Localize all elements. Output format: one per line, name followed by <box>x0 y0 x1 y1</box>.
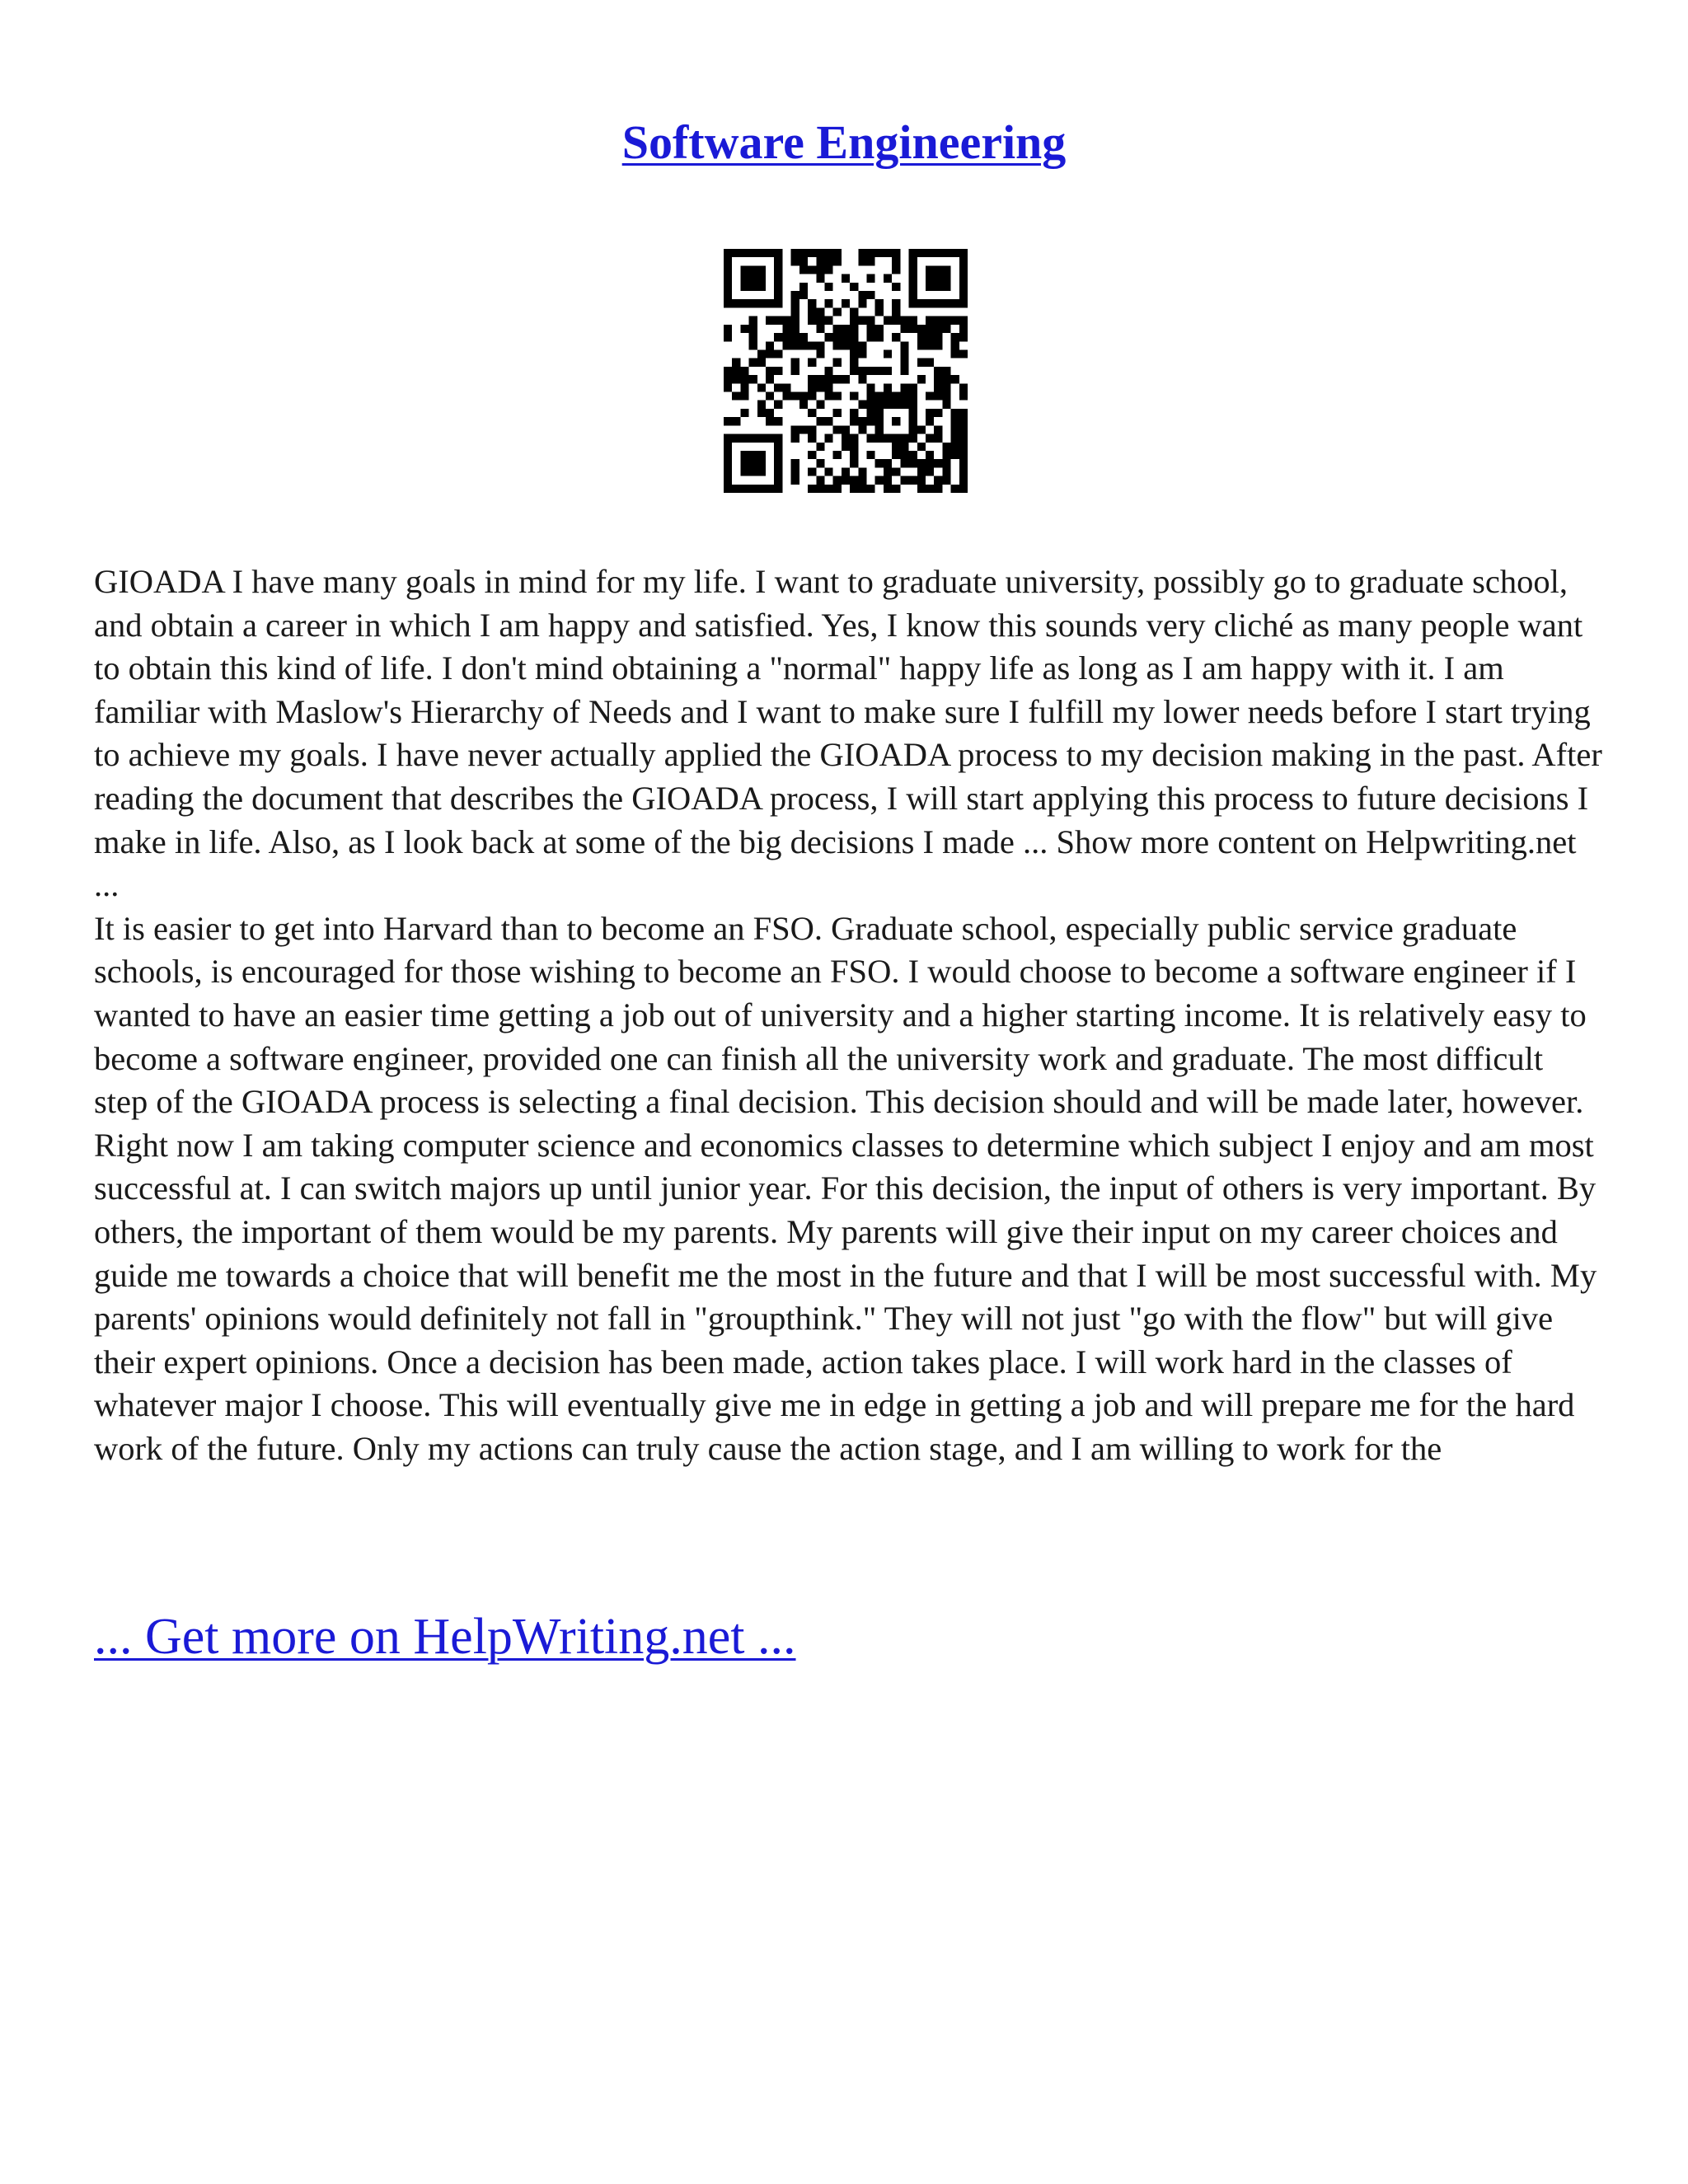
title-link[interactable]: Software Engineering <box>621 115 1067 169</box>
paragraph-1: GIOADA I have many goals in mind for my life. I want to graduate university, possibly go to graduate school, and obtain a career in which I am happy and satisfied. Yes, I know this sounds very cliché as many people want to obtain this kind of life. I don't mind obtaining a "normal" happy life as long as I am happy with it. I am familiar with Maslow's Hierarchy of Needs and I want to make sure I fulfill my lower needs before I start trying to achieve my goals. I have never actually applied the GIOADA process to my decision making in the past. After reading the document that describes the GIOADA process, I will start applying this process to future decisions I make in life. Also, as I look back at some of the big decisions I made ... Show more content on Helpwriting.net ... <box>94 563 1602 904</box>
get-more-link[interactable]: ... Get more on HelpWriting.net ... <box>94 1609 796 1665</box>
paragraph-2: It is easier to get into Harvard than to become an FSO. Graduate school, especially public service graduate schools, is encouraged for those wishing to become an FSO. I would choose to become a software engineer if I wanted to have an easier time getting a job out of university and a higher starting income. It is relatively easy to become a software engineer, provided one can finish all the university work and graduate. The most difficult step of the GIOADA process is selecting a final decision. This decision should and will be made later, however. Right now I am taking computer science and economics classes to determine which subject I enjoy and am most successful at. I can switch majors up until junior year. For this decision, the input of others is very important. By others, the important of them would be my parents. My parents will give their input on my career choices and guide me towards a choice that will benefit me the most in the future and that I will be most successful with. My parents' opinions would definitely not fall in "groupthink." They will not just "go with the flow" but will give their expert opinions. Once a decision has been made, action takes place. I will work hard in the classes of whatever major I choose. This will eventually give me in edge in getting a job and will prepare me for the hard work of the future. Only my actions can truly cause the action stage, and I am willing to work for the <box>94 909 1597 1467</box>
qr-code-icon <box>724 249 968 493</box>
get-more-link-container <box>94 1605 796 1668</box>
page-title <box>0 114 1688 171</box>
qr-code-graphic <box>724 249 968 493</box>
article-body <box>94 560 1602 1470</box>
